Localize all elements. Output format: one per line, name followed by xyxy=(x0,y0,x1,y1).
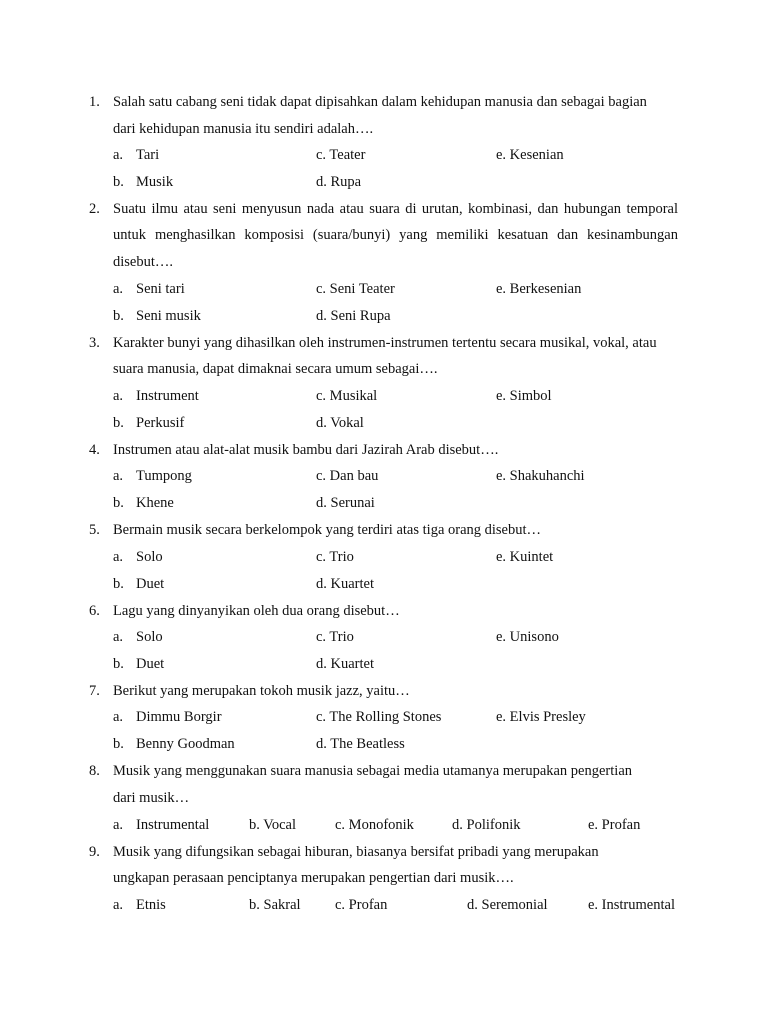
option-text: Etnis xyxy=(136,897,166,913)
question-number: 1. xyxy=(89,94,100,110)
question-text: untuk menghasilkan komposisi (suara/bunyi) yang memiliki kesatuan dan kesinambungan xyxy=(113,227,678,243)
question-number: 3. xyxy=(89,335,100,351)
option-text: d. Vokal xyxy=(316,415,364,431)
option-text: e. Simbol xyxy=(496,388,552,404)
option-text: Solo xyxy=(136,629,163,645)
question-text: Musik yang difungsikan sebagai hiburan, biasanya bersifat pribadi yang merupakan xyxy=(113,844,599,860)
option-text: e. Berkesenian xyxy=(496,281,582,297)
question-number: 6. xyxy=(89,603,100,619)
option-text: Tari xyxy=(136,147,160,163)
option-text: c. Dan bau xyxy=(316,468,379,484)
option-text: Benny Goodman xyxy=(136,736,235,752)
option-text: Musik xyxy=(136,174,174,190)
question-text: disebut…. xyxy=(113,254,174,270)
question-text: suara manusia, dapat dimaknai secara umum sebagai…. xyxy=(113,361,438,377)
option-text: Khene xyxy=(136,495,174,511)
question-text: Bermain musik secara berkelompok yang terdiri atas tiga orang disebut… xyxy=(113,522,542,538)
option-letter: b. xyxy=(113,736,124,752)
option-text: e. Kesenian xyxy=(496,147,564,163)
question-text: Musik yang menggunakan suara manusia sebagai media utamanya merupakan pengertian xyxy=(113,763,633,779)
option-letter: a. xyxy=(113,147,124,163)
option-text: d. Polifonik xyxy=(452,817,521,833)
option-letter: b. xyxy=(113,656,124,672)
option-text: b. Vocal xyxy=(249,817,296,833)
option-text: b. Sakral xyxy=(249,897,301,913)
option-text: c. Monofonik xyxy=(335,817,414,833)
option-text: Duet xyxy=(136,656,165,672)
question-text: Berikut yang merupakan tokoh musik jazz, yaitu… xyxy=(113,683,410,699)
option-text: c. Musikal xyxy=(316,388,378,404)
option-text: e. Profan xyxy=(588,817,641,833)
question-text: ungkapan perasaan penciptanya merupakan pengertian dari musik…. xyxy=(113,870,514,886)
question-text: Karakter bunyi yang dihasilkan oleh instrumen-instrumen tertentu secara musikal, vokal, atau xyxy=(113,335,657,351)
option-text: c. Teater xyxy=(316,147,366,163)
question-text: dari kehidupan manusia itu sendiri adalah…. xyxy=(113,121,374,137)
option-text: Duet xyxy=(136,576,165,592)
option-letter: b. xyxy=(113,308,124,324)
question-number: 9. xyxy=(89,844,100,860)
question-number: 8. xyxy=(89,763,100,779)
option-text: c. Trio xyxy=(316,629,354,645)
option-text: e. Shakuhanchi xyxy=(496,468,585,484)
question-text: Lagu yang dinyanyikan oleh dua orang disebut… xyxy=(113,603,400,619)
option-letter: b. xyxy=(113,495,124,511)
question-number: 5. xyxy=(89,522,100,538)
option-text: Perkusif xyxy=(136,415,185,431)
option-letter: b. xyxy=(113,415,124,431)
option-letter: b. xyxy=(113,174,124,190)
option-text: Dimmu Borgir xyxy=(136,709,222,725)
option-text: Tumpong xyxy=(136,468,192,484)
option-letter: a. xyxy=(113,897,124,913)
option-letter: a. xyxy=(113,388,124,404)
option-letter: a. xyxy=(113,629,124,645)
option-letter: a. xyxy=(113,281,124,297)
question-text: Salah satu cabang seni tidak dapat dipisahkan dalam kehidupan manusia dan sebagai bagian xyxy=(113,94,647,110)
question-text: Instrumen atau alat-alat musik bambu dari Jazirah Arab disebut…. xyxy=(113,442,499,458)
option-text: e. Elvis Presley xyxy=(496,709,586,725)
option-text: d. The Beatless xyxy=(316,736,405,752)
option-letter: a. xyxy=(113,468,124,484)
question-text: dari musik… xyxy=(113,790,190,806)
option-letter: a. xyxy=(113,817,124,833)
question-number: 2. xyxy=(89,201,100,217)
option-text: e. Unisono xyxy=(496,629,559,645)
option-text: c. Trio xyxy=(316,549,354,565)
option-text: Solo xyxy=(136,549,163,565)
question-number: 4. xyxy=(89,442,100,458)
option-text: c. Profan xyxy=(335,897,388,913)
option-text: d. Seni Rupa xyxy=(316,308,391,324)
option-text: d. Seremonial xyxy=(467,897,548,913)
option-text: d. Serunai xyxy=(316,495,375,511)
option-text: Instrumental xyxy=(136,817,210,833)
option-text: d. Kuartet xyxy=(316,656,374,672)
question-text: Suatu ilmu atau seni menyusun nada atau suara di urutan, kombinasi, dan hubungan temporal xyxy=(113,201,678,217)
question-number: 7. xyxy=(89,683,100,699)
option-text: Seni musik xyxy=(136,308,201,324)
option-letter: a. xyxy=(113,549,124,565)
option-text: e. Kuintet xyxy=(496,549,554,565)
option-text: e. Instrumental xyxy=(588,897,675,913)
option-text: Instrument xyxy=(136,388,199,404)
option-text: c. The Rolling Stones xyxy=(316,709,442,725)
option-letter: b. xyxy=(113,576,124,592)
option-letter: a. xyxy=(113,709,124,725)
option-text: Seni tari xyxy=(136,281,185,297)
option-text: d. Kuartet xyxy=(316,576,374,592)
option-text: d. Rupa xyxy=(316,174,362,190)
option-text: c. Seni Teater xyxy=(316,281,395,297)
